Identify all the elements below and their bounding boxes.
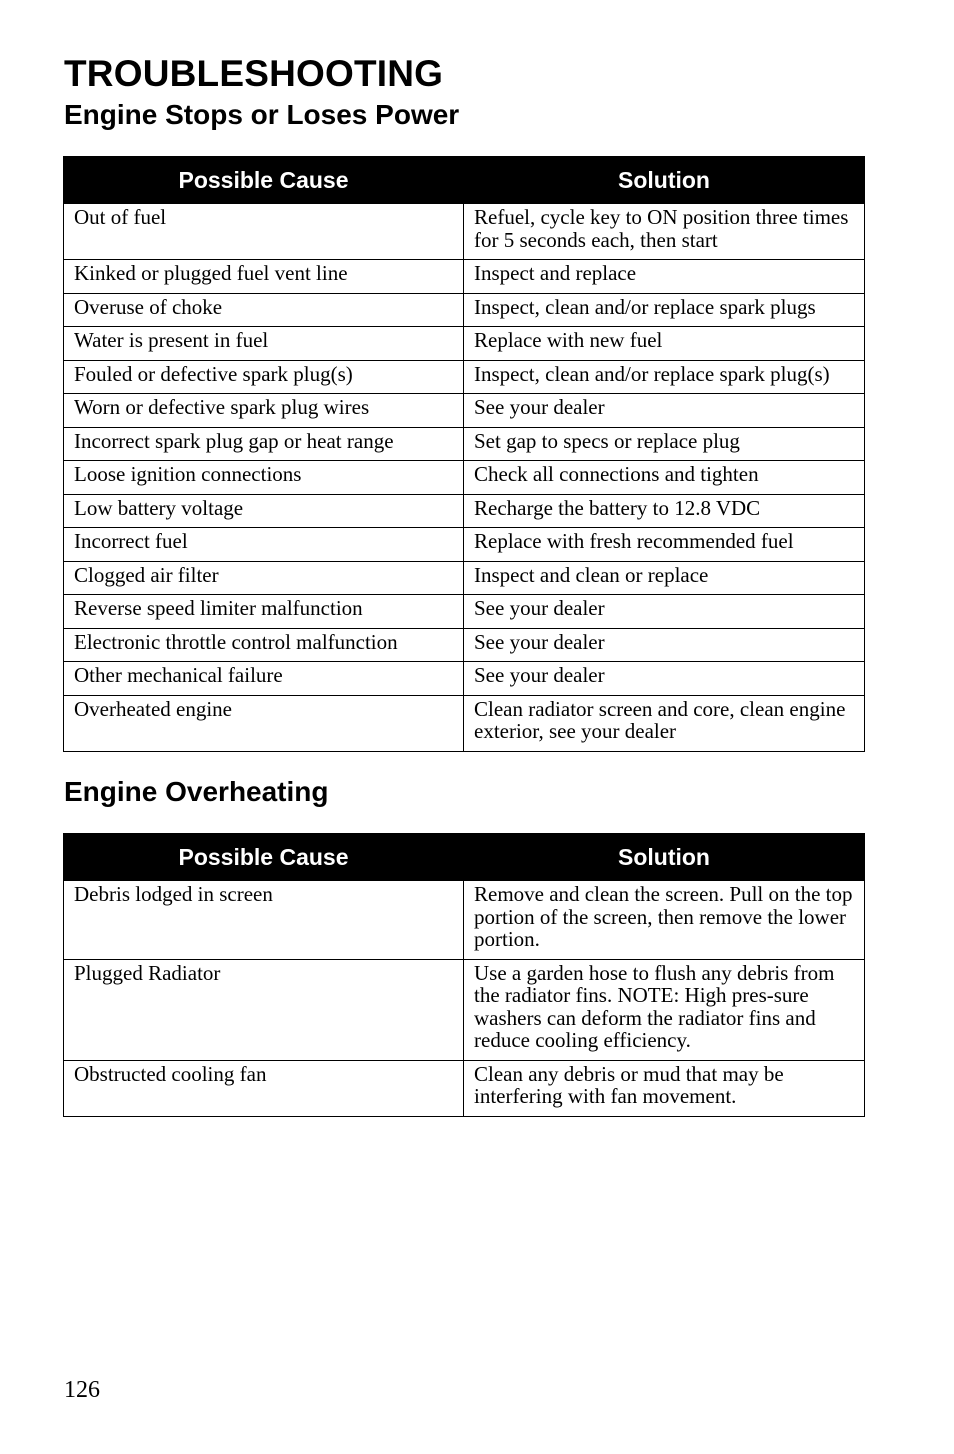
solution-cell: See your dealer	[464, 628, 865, 662]
solution-cell: Clean radiator screen and core, clean engine exterior, see your dealer	[464, 695, 865, 751]
cause-cell: Worn or defective spark plug wires	[64, 394, 464, 428]
page-title: TROUBLESHOOTING	[64, 53, 444, 94]
cause-cell: Reverse speed limiter malfunction	[64, 595, 464, 629]
solution-cell: Recharge the battery to 12.8 VDC	[464, 494, 865, 528]
table-row	[64, 394, 865, 428]
solution-cell: Check all connections and tighten	[464, 461, 865, 495]
solution-cell: Replace with fresh recommended fuel	[464, 528, 865, 562]
table-row	[64, 293, 865, 327]
solution-cell: See your dealer	[464, 595, 865, 629]
cause-cell: Plugged Radiator	[64, 959, 464, 1060]
column-header-solution: Solution	[464, 157, 865, 204]
solution-cell: Inspect, clean and/or replace spark plug(s)	[464, 360, 865, 394]
cause-cell: Out of fuel	[64, 204, 464, 260]
table-row	[64, 260, 865, 294]
table-row	[64, 695, 865, 751]
table-row	[64, 959, 865, 1060]
solution-cell: Refuel, cycle key to ON position three times for 5 seconds each, then start	[464, 204, 865, 260]
table-row	[64, 494, 865, 528]
column-header-cause: Possible Cause	[64, 834, 464, 881]
table-row	[64, 1060, 865, 1116]
table-row	[64, 561, 865, 595]
table-row	[64, 628, 865, 662]
cause-cell: Clogged air filter	[64, 561, 464, 595]
page-number: 126	[64, 1377, 100, 1403]
table-row	[64, 427, 865, 461]
cause-cell: Overheated engine	[64, 695, 464, 751]
solution-cell: Remove and clean the screen. Pull on the top portion of the screen, then remove the lower portion.	[464, 881, 865, 960]
troubleshooting-table-engine-overheating	[63, 833, 865, 1117]
cause-cell: Incorrect spark plug gap or heat range	[64, 427, 464, 461]
table-row	[64, 204, 865, 260]
section-title-engine-overheating: Engine Overheating	[64, 776, 329, 807]
solution-cell: Inspect and replace	[464, 260, 865, 294]
table-row	[64, 461, 865, 495]
cause-cell: Low battery voltage	[64, 494, 464, 528]
solution-cell: Clean any debris or mud that may be interfering with fan movement.	[464, 1060, 865, 1116]
table-row	[64, 881, 865, 960]
cause-cell: Fouled or defective spark plug(s)	[64, 360, 464, 394]
solution-cell: See your dealer	[464, 394, 865, 428]
section-title-engine-stops: Engine Stops or Loses Power	[64, 99, 460, 130]
table-row	[64, 528, 865, 562]
cause-cell: Overuse of choke	[64, 293, 464, 327]
cause-cell: Debris lodged in screen	[64, 881, 464, 960]
solution-cell: See your dealer	[464, 662, 865, 696]
solution-cell: Replace with new fuel	[464, 327, 865, 361]
table-row	[64, 327, 865, 361]
table-header-row	[64, 834, 865, 881]
cause-cell: Other mechanical failure	[64, 662, 464, 696]
solution-cell: Set gap to specs or replace plug	[464, 427, 865, 461]
cause-cell: Electronic throttle control malfunction	[64, 628, 464, 662]
cause-cell: Incorrect fuel	[64, 528, 464, 562]
cause-cell: Obstructed cooling fan	[64, 1060, 464, 1116]
table-row	[64, 360, 865, 394]
cause-cell: Kinked or plugged fuel vent line	[64, 260, 464, 294]
table-row	[64, 595, 865, 629]
cause-cell: Loose ignition connections	[64, 461, 464, 495]
column-header-cause: Possible Cause	[64, 157, 464, 204]
solution-cell: Use a garden hose to flush any debris from the radiator fins. NOTE: High pres-sure washers can deform the radiator fins and reduce cooling efficiency.	[464, 959, 865, 1060]
table-header-row	[64, 157, 865, 204]
column-header-solution: Solution	[464, 834, 865, 881]
solution-cell: Inspect, clean and/or replace spark plugs	[464, 293, 865, 327]
solution-cell: Inspect and clean or replace	[464, 561, 865, 595]
table-row	[64, 662, 865, 696]
cause-cell: Water is present in fuel	[64, 327, 464, 361]
troubleshooting-table-engine-stops	[63, 156, 865, 752]
